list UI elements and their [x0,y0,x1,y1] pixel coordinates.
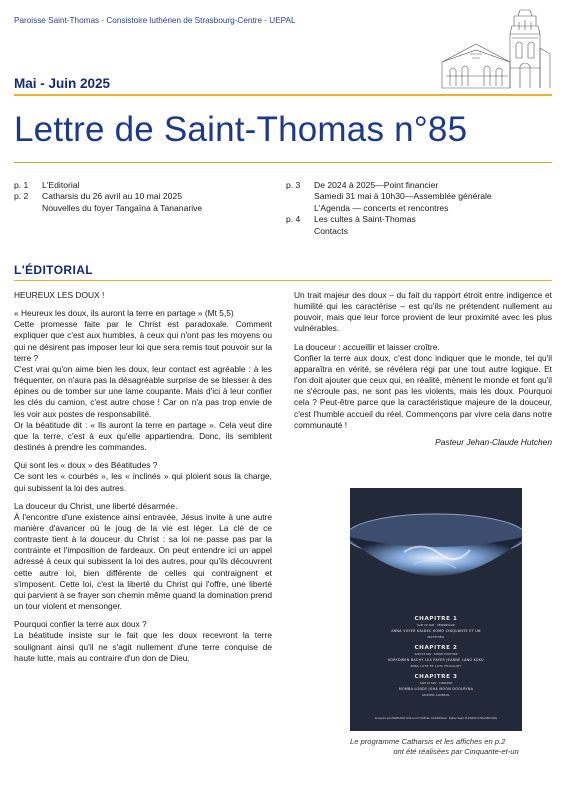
editorial-paragraph: La douceur : accueillir et laisser croître. [294,341,440,352]
toc-page-number: p. 2 [14,191,29,202]
editorial-paragraph: Confier la terre aux doux, c'est donc indiquer que le monde, tel qu'il apparaîtra en vérité, se révélera régi par une tout autre logique. Et l'on doit ajouter que ceux qui, en réalité, mènent le monde et font qu'il ne s'écroule pas, ne sont pas les violents, mais les doux. Pourquoi cela ? Peut-être parce que la caractéristique majeure de la douceur, c'est l'humble accueil du réel. Commençons par vivre cela dans notre communauté ! [294,352,552,430]
poster-chapter-guest: NINA LUTZ ET LOIC FRICAUDT [410,664,462,668]
poster-chapter-title: CHAPITRE 2 [414,645,458,651]
parish-header: Paroisse Saint-Thomas - Consistoire luthérien de Strasbourg-Centre - UEPAL [14,16,296,25]
toc-entry-text: Les cultes à Saint-Thomas [314,214,416,225]
editorial-paragraph: HEUREUX LES DOUX ! [14,290,105,300]
editorial-paragraph: « Heureux les doux, ils auront la terre en partage » (Mt 5,5) [14,308,234,319]
poster-chapter-date: SAM 03 MAI · SHOW COUTURE [414,652,458,656]
toc-entry-text: Catharsis du 26 avril au 10 mai 2025 [42,191,182,202]
toc-entry-text: Contacts [314,225,348,236]
editorial-paragraph: La béatitude insiste sur le fait que les doux recevront la terre soulignant ainsi qu'il ne s'agit nullement d'une terre conquise de haute lutte, mais au contraire d'un don de Dieu. [14,630,272,663]
toc-entry [286,214,552,237]
toc-entry-text: De 2024 à 2025—Point financier [314,180,439,190]
church-illustration [436,4,554,90]
editorial-paragraph: Ce sont les « courbés », les « inclinés » qui ploient sous la charge, qui subissent la loi des autres. [14,471,272,493]
editorial-paragraph: Or la béatitude dit : « Ils auront la terre en partage ». Cela veut dire que la terre, c'est à eux qu'elle appartiendra. Donc, ils semblent destinés à prendre les commandes. [14,419,272,453]
poster-chapter-guest: MATTHIEU [427,635,445,639]
toc-entry-text: L'Agenda — concerts et rencontres [314,202,449,213]
poster-chapter-artists: KORYDWEN BACHY LEA PAYER JEANNE LANG KOKU [388,658,484,662]
poster-bowl-artwork [350,496,522,606]
toc-left [14,180,264,214]
toc-entry [14,180,264,191]
page-title: Lettre de Saint-Thomas n°85 [14,110,468,149]
toc-entry [286,180,552,214]
caption-line: ont été réalisées par Cinquante-et-un [393,747,519,756]
editorial-paragraph: C'est vrai qu'on aime bien les doux, leur contact est agréable : à les fréquenter, on n'aura pas la désagréable surprise de se blesser à des épines ou de tomber sur une lame coupante. Mais d'ici à leur confier les clés du camion, c'est autre chose ! Car on n'a pas trop envie de les voir aux postes de responsabilité. [14,363,272,419]
toc-page-number: p. 3 [286,180,301,190]
editorial-right-column [294,290,552,448]
poster-chapter-date: SAM 10 MAI · CONCERT [419,681,453,685]
toc-entry-text: Samedi 31 mai à 10h30—Assemblée générale [314,191,492,202]
poster-chapter-title: CHAPITRE 1 [414,616,458,622]
toc-entry [14,191,264,214]
caption-line: Le programme Catharsis et les affiches en p.2 [350,737,506,746]
toc-entry-text: L'Editorial [42,180,80,190]
poster-chapter-date: SAM 26 AVR · VERNISSAGE [417,623,455,627]
editorial-heading: L'ÉDITORIAL [14,263,94,277]
editorial-paragraph: À l'encontre d'une existence ainsi entravée, Jésus invite à une autre manière d'avancer où le joug de la vie est léger. La clé de ce contraste tient à la douceur du Christ : sa loi ne passe pas par la contrainte et l'imposition de fardeaux. On peut entendre ici un appel adressé à ceux qui subissent la loi des autres, pour qu'ils découvrent cette autre loi, bien différente de celles qui contraignent et s'imposent. Cette loi, c'est la liberté du Christ qui l'offre, une liberté qui parvient à se frayer son chemin même quand la domination prend un tour violent et mensonger. [14,511,272,612]
poster-program [350,610,522,697]
catharsis-poster [350,488,522,731]
toc-right [286,180,552,237]
poster-caption [350,737,562,757]
editorial-paragraph: Un trait majeur des doux – du fait du rapport étroit entre indigence et humilité qui les caractérise – est qu'ils ne prétendent nullement au pouvoir, mais que leur force provient de leur proximité avec les plus vulnérables. [294,290,552,334]
title-divider [14,162,552,163]
poster-chapter-artists: ANNA VOYER KALBEC KOMO CINQUANTE ET UN [391,629,481,633]
editorial-left-column [14,290,272,664]
editorial-signature: Pasteur Jehan-Claude Hutchen [435,436,552,447]
poster-chapter-artists: MOMBA LONDY JOHA MOON DOOLRYNA [398,687,474,691]
issue-date: Mai - Juin 2025 [14,76,111,91]
gold-divider [14,94,552,96]
poster-footer: Inauguré par PERRAND LIOH et AYOUB EL OUARDIGHI · Église Saint-THOMAS STRASBOURG [374,716,498,720]
toc-entry-text: Nouvelles du foyer Tangaïna à Tananarive [42,202,203,213]
editorial-paragraph: Cette promesse faite par le Christ est paradoxale. Comment expliquer que c'est aux humbles, à ceux qui n'ont pas les moyens ou qui ne désirent pas imposer leur loi que sera remis tout pouvoir sur la terre ? [14,319,272,363]
poster-chapter-title: CHAPITRE 3 [414,674,458,680]
editorial-paragraph: Qui sont les « doux » des Béatitudes ? [14,460,158,471]
section-divider [14,280,552,281]
editorial-paragraph: La douceur du Christ, une liberté désarmée. [14,500,178,511]
poster-chapter-guest: ADRIEN CAMROL [421,693,451,697]
editorial-paragraph: Pourquoi confier la terre aux doux ? [14,619,147,630]
toc-page-number: p. 4 [286,214,301,225]
toc-page-number: p. 1 [14,180,29,190]
